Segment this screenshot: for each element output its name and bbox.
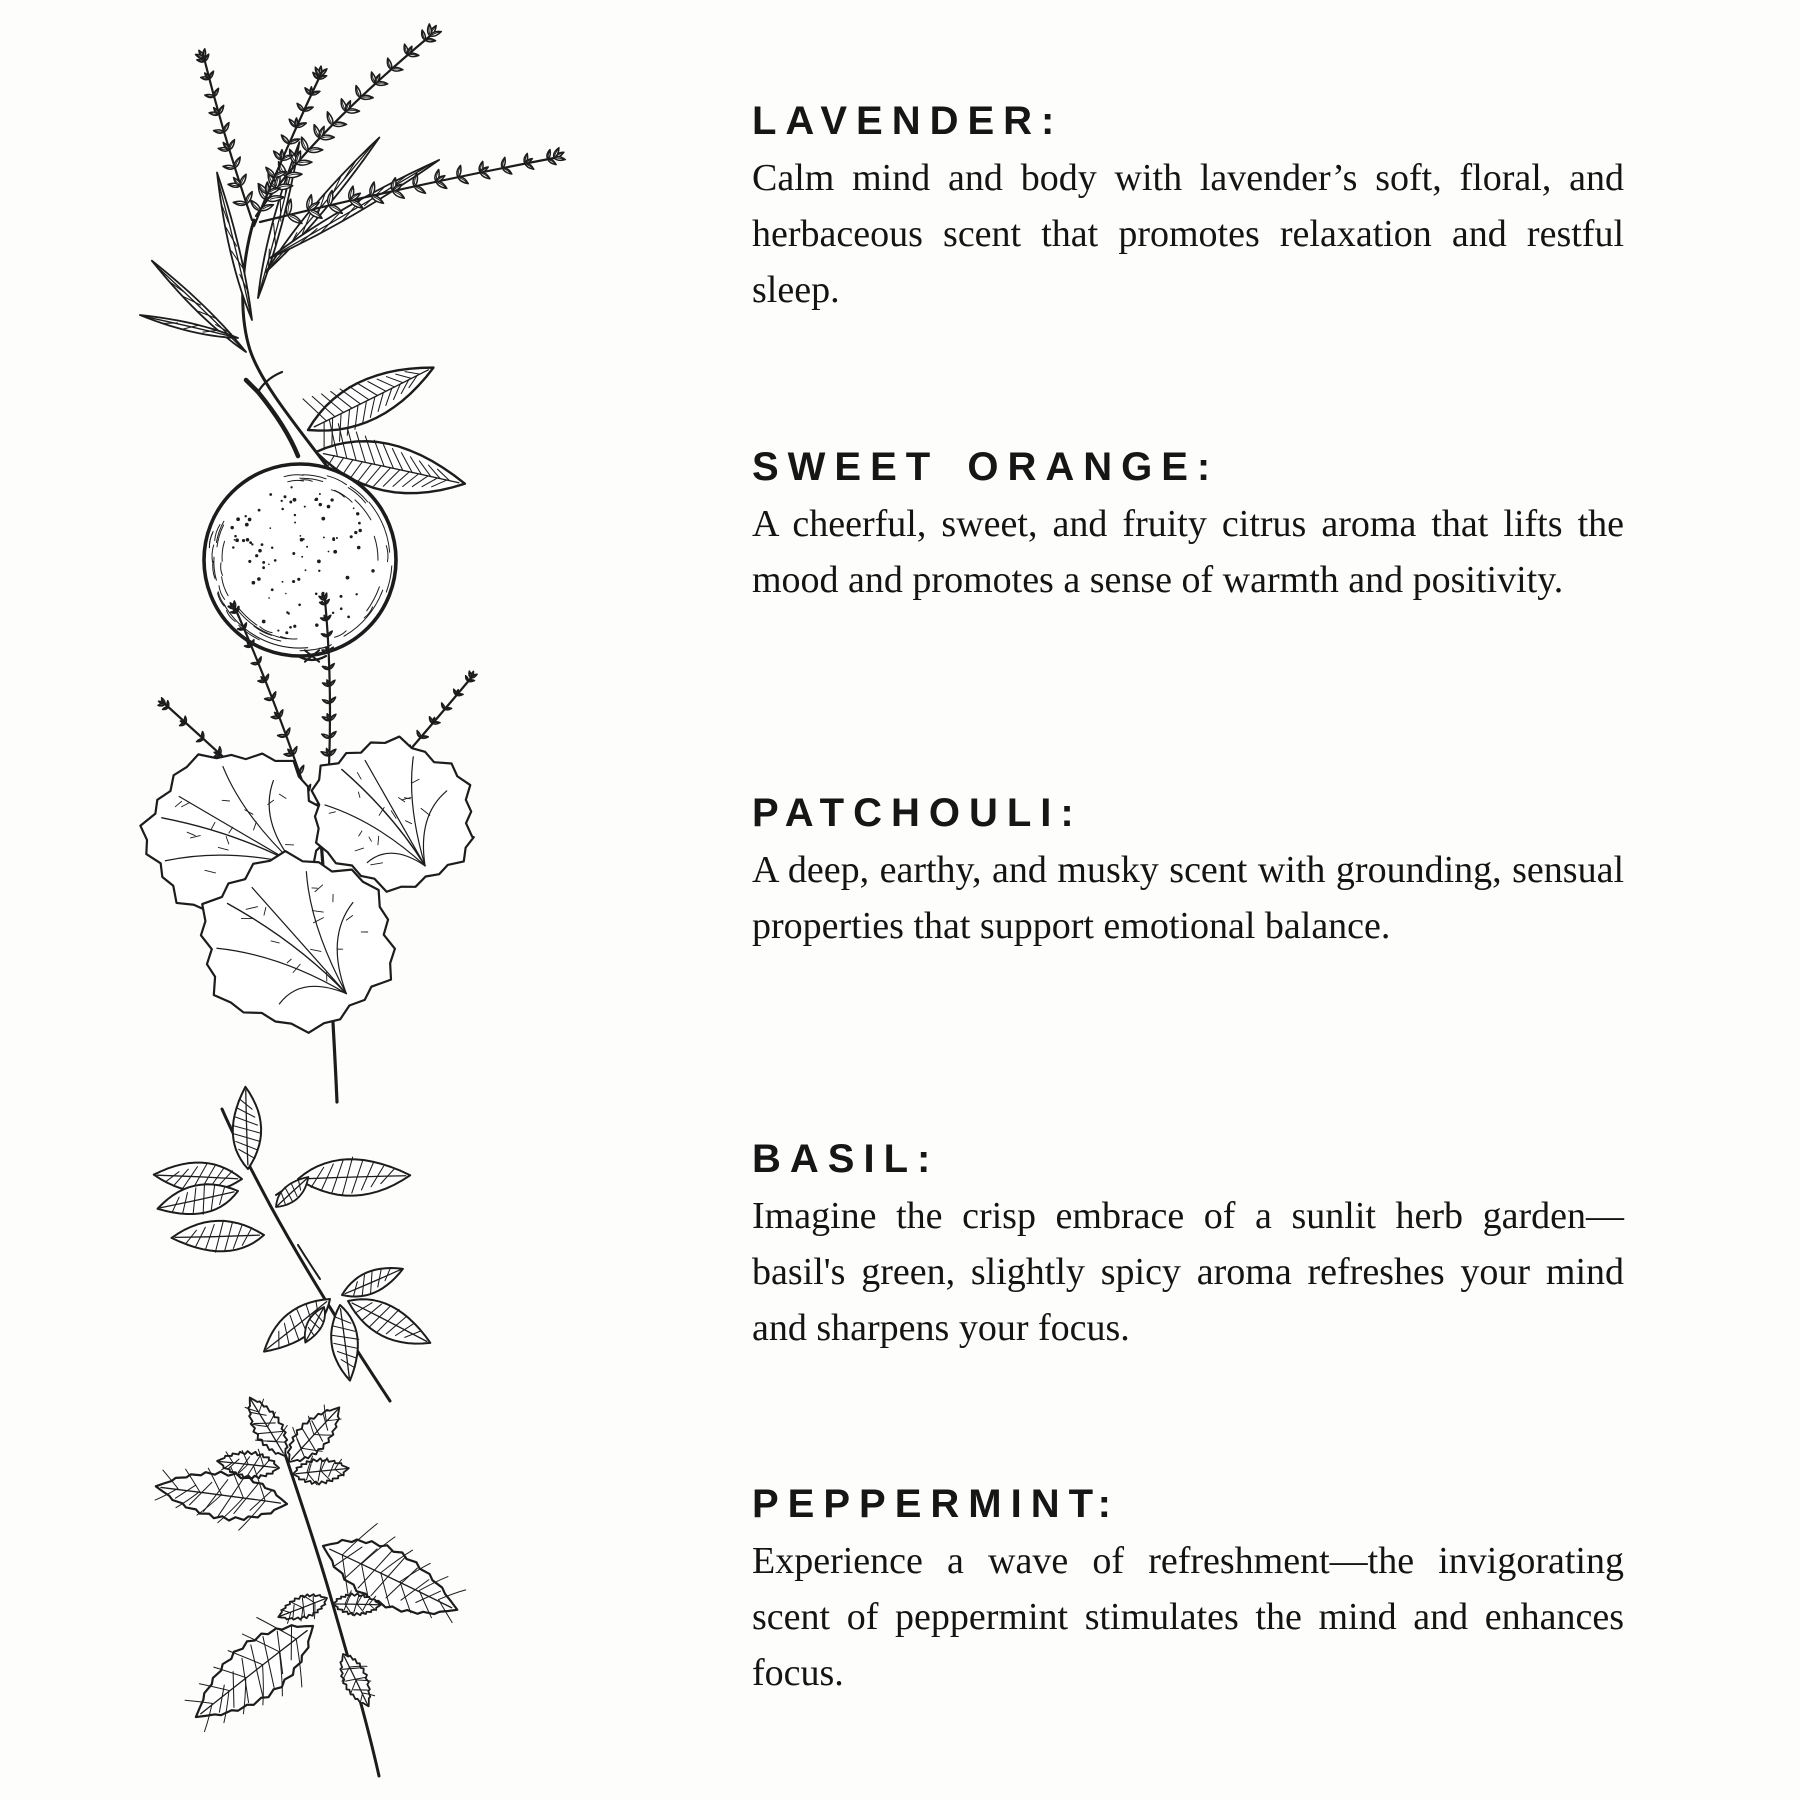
lavender-description: Calm mind and body with lavender’s soft, floral, and herbaceous scent that promotes relaxation and restful sleep. xyxy=(752,157,1624,311)
lavender-heading: LAVENDER: xyxy=(752,99,1064,143)
basil-heading: BASIL: xyxy=(752,1137,940,1181)
basil-sprig-illustration xyxy=(148,1083,483,1408)
sweet-orange-description: A cheerful, sweet, and fruity citrus aroma that lifts the mood and promotes a sense of warmth and positivity. xyxy=(752,503,1624,601)
peppermint-heading: PEPPERMINT: xyxy=(752,1482,1120,1526)
patchouli-plant-illustration xyxy=(85,592,505,1107)
peppermint-description: Experience a wave of refreshment—the invigorating scent of peppermint stimulates the mind and enhances focus. xyxy=(752,1540,1624,1694)
patchouli-description: A deep, earthy, and musky scent with grounding, sensual properties that support emotional balance. xyxy=(752,849,1624,947)
sweet-orange-heading: SWEET ORANGE: xyxy=(752,445,1220,489)
patchouli-heading: PATCHOULI: xyxy=(752,791,1083,835)
peppermint-sprig-illustration xyxy=(135,1410,500,1785)
lavender-text-block xyxy=(752,99,1624,318)
basil-description: Imagine the crisp embrace of a sunlit herb garden—basil's green, slightly spicy aroma refreshes your mind and sharpens your focus. xyxy=(752,1195,1624,1349)
sweet-orange-text-block xyxy=(752,445,1624,608)
basil-text-block xyxy=(752,1137,1624,1356)
patchouli-text-block xyxy=(752,791,1624,954)
peppermint-text-block xyxy=(752,1482,1624,1701)
